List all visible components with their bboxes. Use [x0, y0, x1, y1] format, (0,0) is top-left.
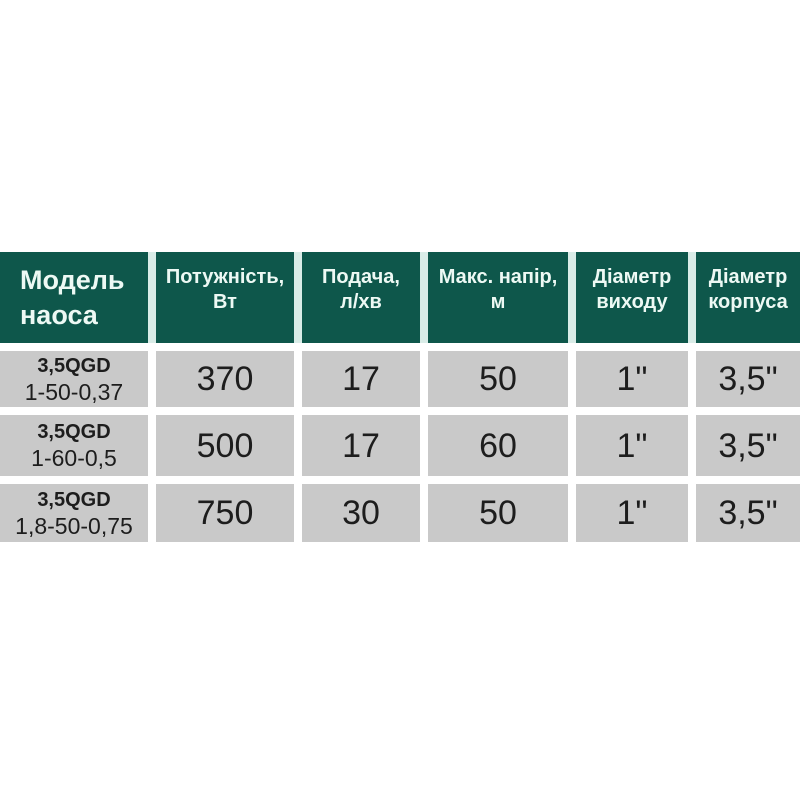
column-header-line2: корпуса	[708, 291, 788, 313]
cell-model	[0, 484, 148, 542]
cell-model	[0, 351, 148, 407]
column-header-line2: наоса	[20, 300, 98, 330]
column-header-line2: виходу	[596, 291, 668, 313]
cell-model	[0, 415, 148, 476]
cell-max-head: 50	[428, 484, 568, 542]
cell-body-diameter: 3,5"	[696, 351, 800, 407]
cell-max-head: 60	[428, 415, 568, 476]
column-header-line2: м	[490, 291, 506, 313]
cell-flow: 17	[302, 415, 420, 476]
cell-body-diameter: 3,5"	[696, 484, 800, 542]
cell-body-diameter: 3,5"	[696, 415, 800, 476]
cell-flow: 30	[302, 484, 420, 542]
column-header-line1: Макс. напір,	[438, 266, 558, 288]
column-header-line1: Діаметр	[592, 266, 672, 288]
cell-outlet-diameter: 1"	[576, 415, 688, 476]
column-header-max-head	[428, 252, 568, 343]
column-header-body-diameter	[696, 252, 800, 343]
column-header-line2: л/хв	[340, 291, 382, 313]
model-code: 1-60-0,5	[31, 445, 117, 471]
model-code: 1-50-0,37	[24, 378, 124, 405]
column-header-line1: Подача,	[322, 266, 400, 288]
column-header-line1: Діаметр	[708, 266, 788, 288]
cell-outlet-diameter: 1"	[576, 351, 688, 407]
column-header-line1: Модель	[20, 265, 125, 295]
cell-power: 500	[156, 415, 294, 476]
model-name: 3,5QGD	[37, 421, 111, 443]
cell-power: 750	[156, 484, 294, 542]
model-name: 3,5QGD	[37, 354, 111, 377]
column-header-power	[156, 252, 294, 343]
column-header-outlet-diameter	[576, 252, 688, 343]
pump-spec-table	[0, 252, 800, 542]
cell-outlet-diameter: 1"	[576, 484, 688, 542]
column-header-line1: Потужність,	[165, 266, 285, 288]
column-header-line2: Вт	[213, 291, 237, 313]
model-code: 1,8-50-0,75	[15, 512, 133, 539]
model-name: 3,5QGD	[37, 488, 111, 511]
column-header-flow	[302, 252, 420, 343]
cell-flow: 17	[302, 351, 420, 407]
cell-max-head: 50	[428, 351, 568, 407]
cell-power: 370	[156, 351, 294, 407]
column-header-model	[0, 252, 148, 343]
